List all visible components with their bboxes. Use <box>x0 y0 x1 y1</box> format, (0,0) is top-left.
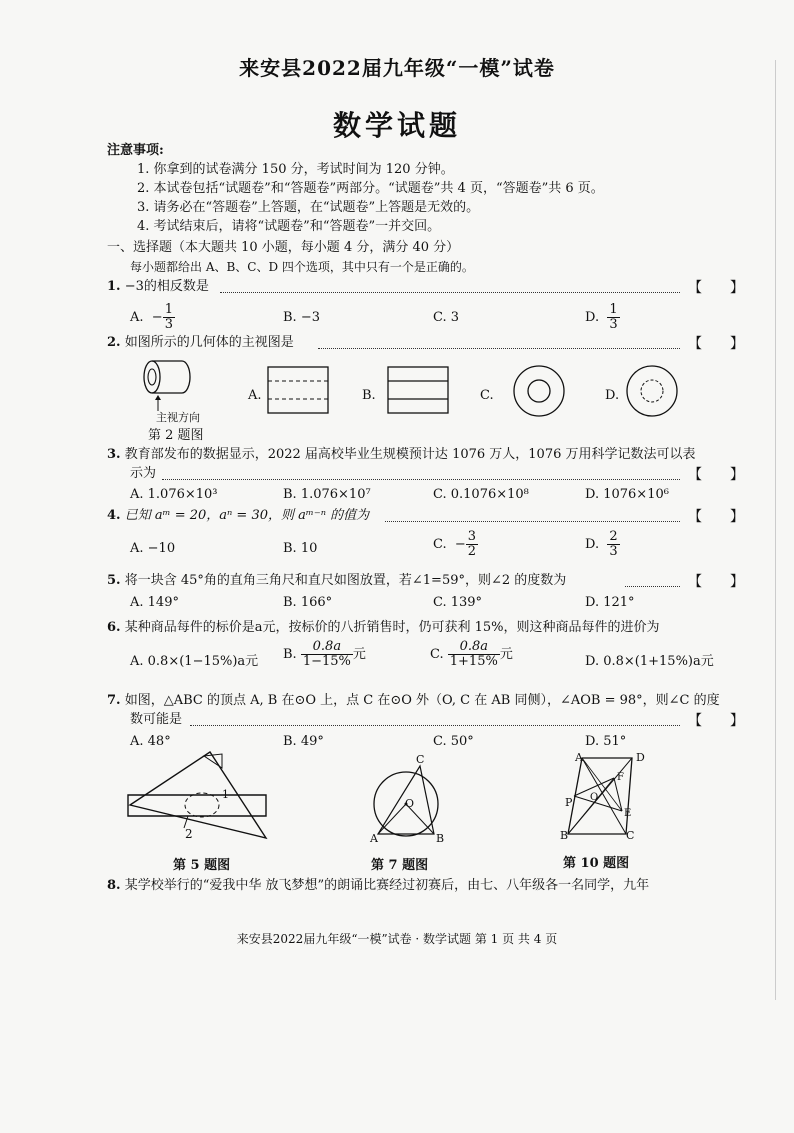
answer-bracket-open: 【 <box>688 574 702 590</box>
answer-bracket-open: 【 <box>688 467 702 483</box>
option-a: A. 0.8×(1−15%)a元 <box>130 654 259 669</box>
answer-bracket-close: 】 <box>730 509 744 525</box>
option-b: B. −3 <box>283 310 320 325</box>
question-number: 5. <box>107 573 121 588</box>
question-number: 3. <box>107 447 121 462</box>
question-stem: 将一块含 45°角的直角三角尺和直尺如图放置，若∠1=59°，则∠2 的度数为 <box>124 573 567 588</box>
answer-bracket-close: 】 <box>730 336 744 352</box>
question-1 <box>107 279 209 295</box>
point-e-label: E <box>624 808 632 819</box>
fig10-parallelogram <box>566 756 642 838</box>
notes-heading: 注意事项: <box>107 143 164 158</box>
point-c-label: C <box>626 829 635 842</box>
question-stem: −3的相反数是 <box>124 279 209 294</box>
answer-bracket-open: 【 <box>688 280 702 296</box>
section-subheading: 每小题都给出 A、B、C、D 四个选项，其中只有一个是正确的。 <box>130 260 474 274</box>
point-a-label: A <box>370 832 378 845</box>
question-number: 7. <box>107 693 121 708</box>
angle-2-label: 2 <box>185 827 193 841</box>
question-number: 6. <box>107 620 121 635</box>
fig7-caption: 第 7 题图 <box>371 858 429 873</box>
point-a-label: A <box>575 751 583 764</box>
question-5 <box>107 573 566 589</box>
point-c-label: C <box>416 753 425 766</box>
notes-item: 2. 本试卷包括“试题卷”和“答题卷”两部分。“试题卷”共 4 页，“答题卷”共 6 页。 <box>137 181 604 196</box>
answer-bracket-close: 】 <box>730 467 744 483</box>
page-footer: 来安县2022届九年级“一模”试卷 · 数学试题 第 1 页 共 4 页 <box>236 932 558 946</box>
q2-solid-figure <box>140 355 200 415</box>
dot-leader <box>162 479 680 480</box>
question-8 <box>107 878 649 894</box>
answer-bracket-close: 】 <box>730 713 744 729</box>
point-o-label: O <box>590 792 599 803</box>
answer-bracket-open: 【 <box>688 509 702 525</box>
answer-bracket-open: 【 <box>688 336 702 352</box>
notes-item: 1. 你拿到的试卷满分 150 分，考试时间为 120 分钟。 <box>137 162 454 177</box>
option-b: B. <box>362 388 376 403</box>
q2-option-d-view <box>625 364 679 418</box>
page-edge-line <box>775 60 776 1000</box>
option-a: A. 149° <box>130 595 179 610</box>
exam-title: 来安县2022届九年级“一模”试卷 <box>239 56 555 80</box>
subject-title: 数学试题 <box>332 109 461 142</box>
question-stem: 教育部发布的数据显示，2022 届高校毕业生规模预计达 1076 万人，1076 万用科学记数法可以表 <box>124 447 696 462</box>
question-stem-cont: 数可能是 <box>130 712 183 727</box>
question-stem-cont: 示为 <box>130 466 157 481</box>
option-d: D. 1076×10⁶ <box>585 487 669 502</box>
q2-option-c-view <box>512 364 566 418</box>
point-d-label: D <box>636 751 645 764</box>
dot-leader <box>318 348 680 349</box>
option-a: A. −10 <box>130 541 176 556</box>
question-4 <box>107 508 369 524</box>
option-c: C. 50° <box>433 734 474 749</box>
notes-item: 3. 请务必在“答题卷”上答题，在“试题卷”上答题是无效的。 <box>137 200 480 215</box>
point-o-label: O <box>405 797 415 810</box>
option-d: D. 51° <box>585 734 627 749</box>
dot-leader <box>385 521 680 522</box>
point-p-label: P <box>565 796 573 809</box>
q2-option-b-view <box>387 366 449 414</box>
point-b-label: B <box>436 832 445 845</box>
question-number: 2. <box>107 335 121 350</box>
option-b: B. 10 <box>283 541 318 556</box>
option-b: B. $\frac{0.8a}{1-15\%}$ 元 <box>283 639 366 669</box>
fig10-caption: 第 10 题图 <box>563 856 630 871</box>
option-a: A. 1.076×10³ <box>130 487 218 502</box>
question-stem: 如图，△ABC 的顶点 A, B 在⊙O 上，点 C 在⊙O 外（O, C 在 AB 同侧），∠AOB = 98°，则∠C 的度 <box>124 693 720 708</box>
angle-1-label: 1 <box>222 788 229 801</box>
question-3 <box>107 447 696 463</box>
dot-leader <box>190 725 680 726</box>
option-b: B. 1.076×10⁷ <box>283 487 371 502</box>
option-d: D. $\frac{2}{3}$ <box>585 529 618 559</box>
option-c: C. <box>480 388 494 403</box>
point-f-label: F <box>617 772 624 783</box>
notes-item: 4. 考试结束后，请将“试题卷”和“答题卷”一并交回。 <box>137 219 441 234</box>
point-b-label: B <box>560 829 569 842</box>
answer-bracket-open: 【 <box>688 713 702 729</box>
q2-option-a-view <box>267 366 329 414</box>
question-number: 1. <box>107 279 121 294</box>
view-direction-label: 主视方向 <box>156 411 200 424</box>
option-c: C. 139° <box>433 595 483 610</box>
option-c: C. 0.1076×10⁸ <box>433 487 529 502</box>
option-d: D. <box>605 388 620 403</box>
section-heading: 一、选择题（本大题共 10 小题，每小题 4 分，满分 40 分） <box>107 240 460 255</box>
question-stem: 某种商品每件的标价是a元，按标价的八折销售时，仍可获利 15%，则这种商品每件的进价为 <box>124 620 660 635</box>
fig5-triangle-ruler <box>128 750 278 850</box>
question-stem: 已知 aᵐ = 20，aⁿ = 30，则 aᵐ⁻ⁿ 的值为 <box>124 508 370 523</box>
dot-leader <box>625 586 680 587</box>
option-d: D. 0.8×(1+15%)a元 <box>585 654 714 669</box>
option-a: A. − $\frac{1}{3}$ <box>130 302 173 332</box>
option-d: D. 121° <box>585 595 635 610</box>
option-c: C. − $\frac{3}{2}$ <box>433 529 477 559</box>
question-number: 4. <box>107 508 121 523</box>
option-b: B. 49° <box>283 734 324 749</box>
answer-bracket-close: 】 <box>730 280 744 296</box>
option-c: C. $\frac{0.8a}{1+15\%}$ 元 <box>430 639 513 669</box>
question-6 <box>107 620 660 636</box>
option-a: A. 48° <box>130 734 171 749</box>
question-stem: 如图所示的几何体的主视图是 <box>124 335 294 350</box>
dot-leader <box>220 292 680 293</box>
question-number: 8. <box>107 878 121 893</box>
option-b: B. 166° <box>283 595 333 610</box>
fig5-caption: 第 5 题图 <box>173 858 231 873</box>
question-stem: 某学校举行的“爱我中华 放飞梦想”的朗诵比赛经过初赛后，由七、八年级各一名同学，九年 <box>124 878 650 893</box>
option-d: D. $\frac{1}{3}$ <box>585 302 618 332</box>
answer-bracket-close: 】 <box>730 574 744 590</box>
option-a: A. <box>248 388 262 403</box>
q2-figure-caption: 第 2 题图 <box>148 428 204 443</box>
question-7 <box>107 693 720 709</box>
option-c: C. 3 <box>433 310 460 325</box>
question-2 <box>107 335 294 351</box>
